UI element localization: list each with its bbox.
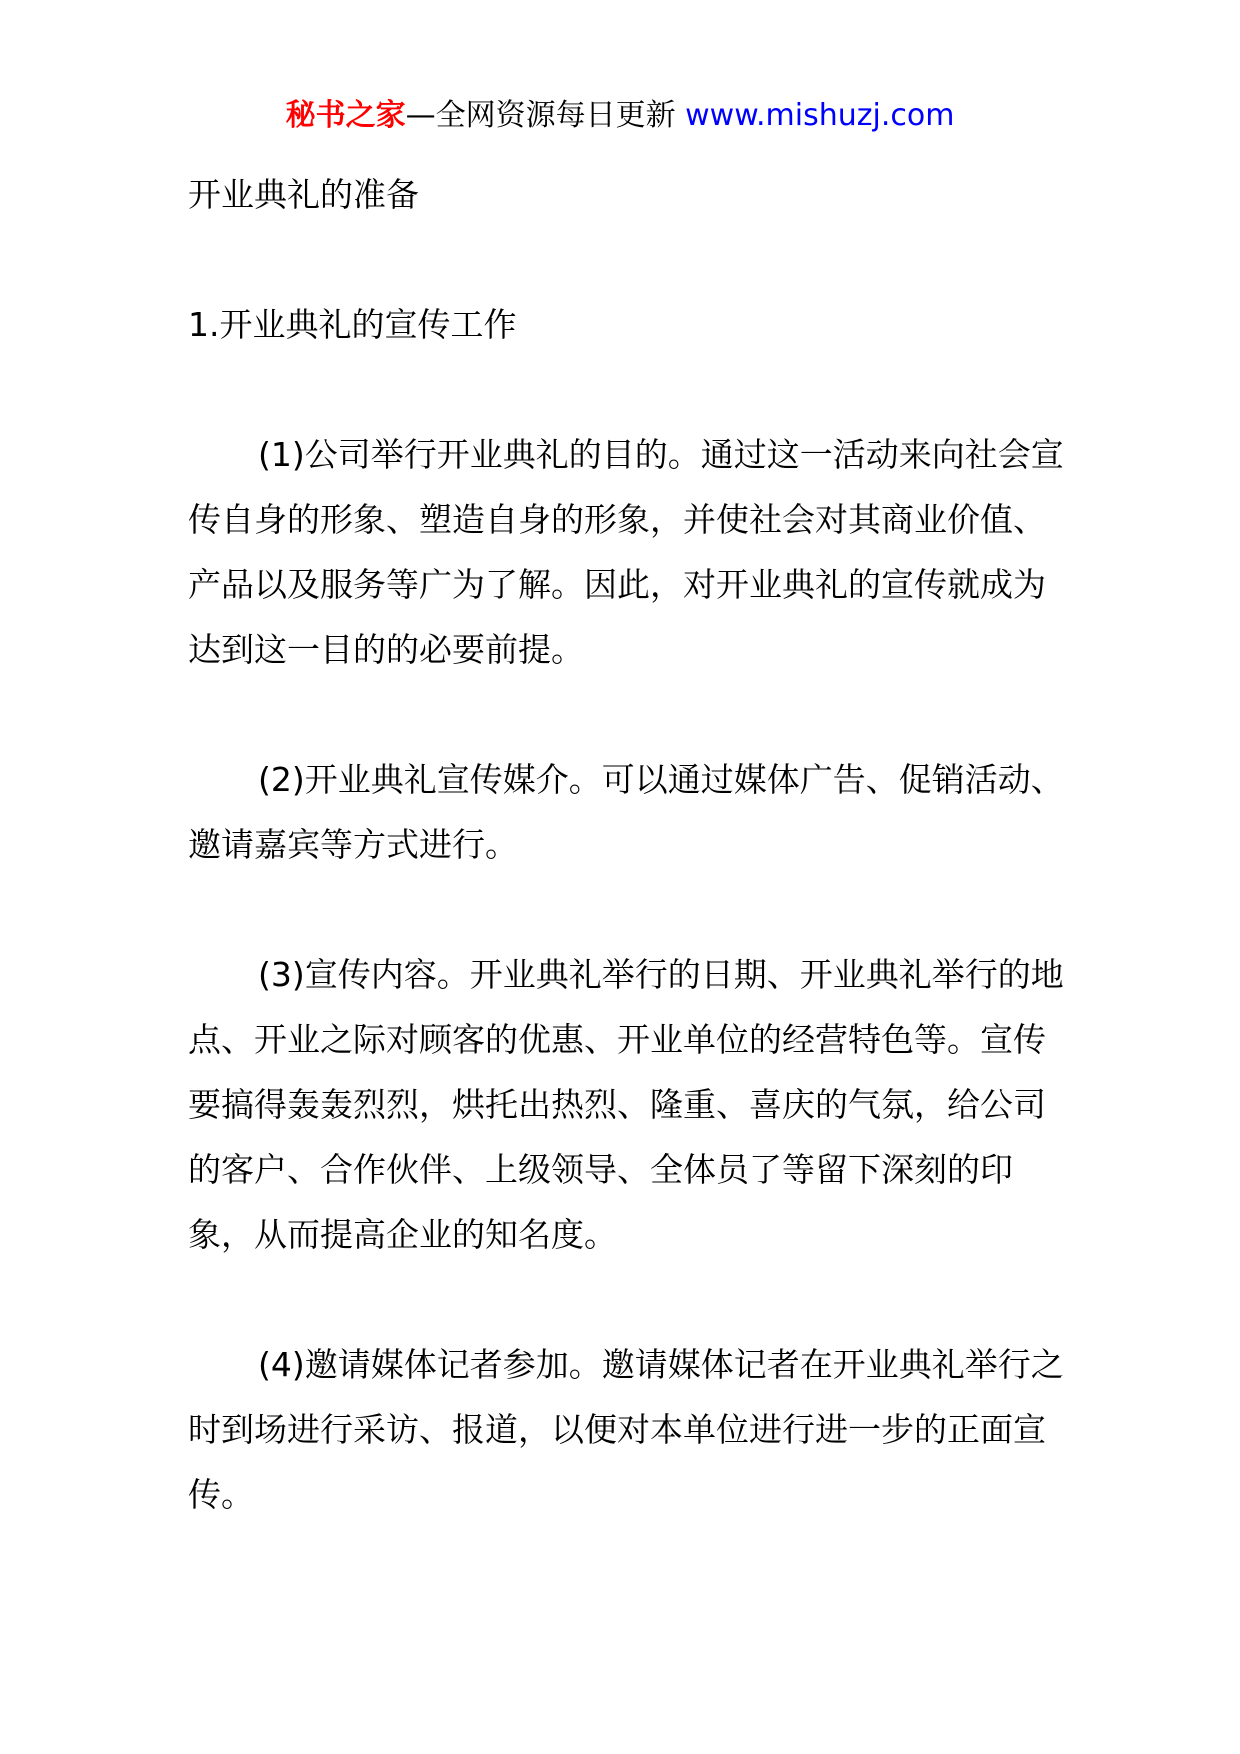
section-heading: 1.开业典礼的宣传工作 bbox=[188, 305, 517, 344]
document-body bbox=[188, 162, 1068, 1527]
spacer bbox=[188, 877, 1068, 942]
paragraph-press: (4)邀请媒体记者参加。邀请媒体记者在开业典礼举行之时到场进行采访、报道，以便对本单位进行进一步的正面宣传。 bbox=[188, 1345, 1064, 1514]
spacer bbox=[188, 357, 1068, 422]
site-header bbox=[0, 96, 1240, 136]
brand-name: 秘书之家 bbox=[285, 98, 406, 133]
spacer bbox=[188, 1267, 1068, 1332]
paragraph-media: (2)开业典礼宣传媒介。可以通过媒体广告、促销活动、邀请嘉宾等方式进行。 bbox=[188, 760, 1064, 864]
paragraph-content: (3)宣传内容。开业典礼举行的日期、开业典礼举行的地点、开业之际对顾客的优惠、开业单位的经营特色等。宣传要搞得轰轰烈烈，烘托出热烈、隆重、喜庆的气氛，给公司的客户、合作伙伴、上级领导、全体员了等留下深刻的印象，从而提高企业的知名度。 bbox=[188, 955, 1064, 1254]
document-title: 开业典礼的准备 bbox=[188, 175, 419, 214]
paragraph-purpose: (1)公司举行开业典礼的目的。通过这一活动来向社会宣传自身的形象、塑造自身的形象，并使社会对其商业价值、产品以及服务等广为了解。因此，对开业典礼的宣传就成为达到这一目的的必要前提。 bbox=[188, 435, 1064, 669]
site-url-link[interactable]: www.mishuzj.com bbox=[685, 98, 955, 133]
site-slogan: —全网资源每日更新 bbox=[405, 98, 686, 133]
spacer bbox=[188, 682, 1068, 747]
spacer bbox=[188, 227, 1068, 292]
